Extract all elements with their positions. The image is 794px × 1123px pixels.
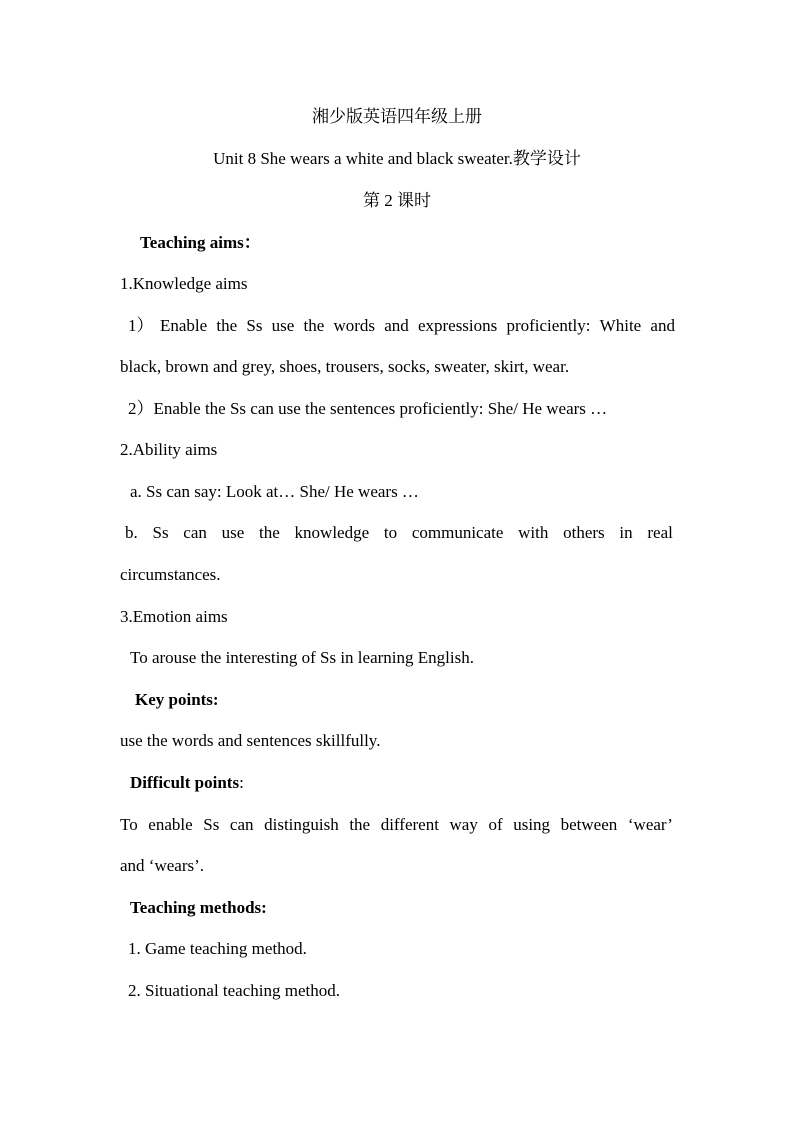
word: to (383, 523, 398, 542)
word: others (563, 523, 605, 542)
knowledge-item2: 2）Enable the Ss can use the sentences proficiently: She/ He wears … (128, 399, 608, 418)
word: enable (148, 815, 193, 834)
key-points-heading: Key points: (135, 690, 219, 709)
word: and (384, 316, 409, 335)
difficult-points-heading-line (130, 772, 244, 794)
difficult-points-colon: : (239, 773, 244, 792)
word: can (183, 523, 207, 542)
word: between (560, 815, 618, 834)
lesson-number: 第 2 课时 (363, 191, 431, 210)
word: different (380, 815, 439, 834)
teaching-method-item: 1. Game teaching method. (128, 939, 307, 958)
word: To (120, 815, 138, 834)
teaching-aims-heading: Teaching aims： (140, 233, 261, 252)
knowledge-aims-heading: 1.Knowledge aims (120, 274, 248, 293)
word: Ss (152, 523, 169, 542)
emotion-aims-heading: 3.Emotion aims (120, 607, 228, 626)
word: with (518, 523, 549, 542)
word: knowledge (294, 523, 370, 542)
word: Ss (246, 316, 263, 335)
word: White (599, 316, 642, 335)
knowledge-item1-line2: black, brown and grey, shoes, trousers, socks, sweater, skirt, wear. (120, 357, 570, 376)
knowledge-item1-line1 (160, 315, 675, 337)
book-title: 湘少版英语四年级上册 (312, 107, 482, 126)
word: words (333, 316, 376, 335)
word: the (216, 316, 238, 335)
word: way (449, 815, 478, 834)
word: the (303, 316, 325, 335)
ability-item-b-line1 (125, 522, 673, 544)
word: distinguish (264, 815, 339, 834)
word: real (647, 523, 673, 542)
word: the (349, 815, 371, 834)
word: use (221, 523, 245, 542)
word: using (513, 815, 551, 834)
word: can (229, 815, 254, 834)
unit-title: Unit 8 She wears a white and black sweater.教学设计 (213, 149, 581, 168)
ability-item-a: a. Ss can say: Look at… She/ He wears … (130, 482, 419, 501)
key-points-text: use the words and sentences skillfully. (120, 731, 381, 750)
word: communicate (411, 523, 504, 542)
word: of (488, 815, 503, 834)
ability-aims-heading: 2.Ability aims (120, 440, 218, 459)
ability-item-b-line2: circumstances. (120, 565, 221, 584)
word: in (619, 523, 633, 542)
difficult-points-heading: Difficult points (130, 773, 240, 792)
knowledge-item1-prefix: 1） (128, 316, 154, 335)
word: b. (125, 523, 138, 542)
difficult-points-line1 (120, 814, 673, 836)
teaching-methods-heading: Teaching methods: (130, 898, 267, 917)
emotion-aims-text: To arouse the interesting of Ss in learning English. (130, 648, 474, 667)
word: the (259, 523, 280, 542)
word: Enable (160, 316, 208, 335)
word: ‘wear’ (627, 815, 673, 834)
word: use (271, 316, 295, 335)
teaching-method-item: 2. Situational teaching method. (128, 981, 340, 1000)
word: proficiently: (506, 316, 591, 335)
word: and (650, 316, 675, 335)
word: expressions (417, 316, 498, 335)
word: Ss (203, 815, 220, 834)
difficult-points-line2: and ‘wears’. (120, 856, 205, 875)
